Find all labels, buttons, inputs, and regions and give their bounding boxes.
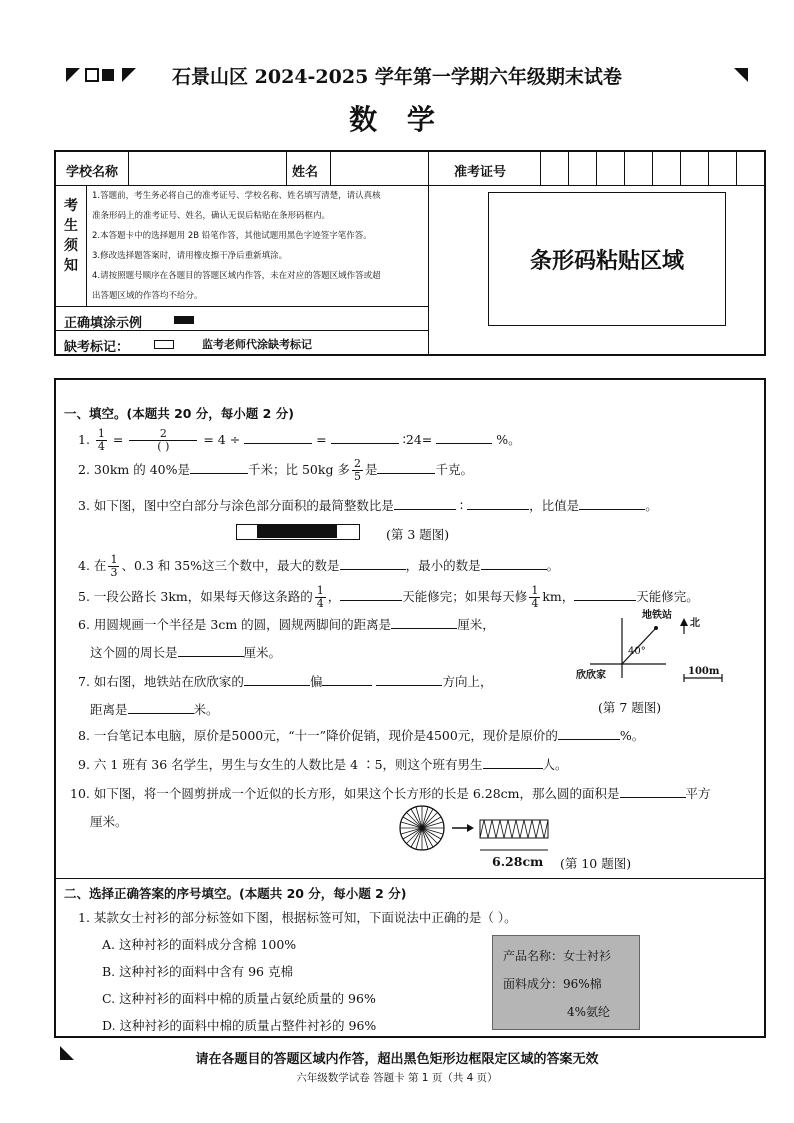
q7-blank-4[interactable]: [128, 701, 194, 714]
correct-fill-label: 正确填涂示例: [64, 316, 143, 331]
question-9: 9. 六 1 班有 36 名学生，男生与女生的人数比是 4 ∶5，则这个班有男生 人。: [78, 757, 568, 772]
notice-line: 4.请按照题号顺序在各题目的答题区域内作答，未在对应的答题区域作答或超: [92, 271, 381, 281]
notice-line: 出答题区域的作答均不给分。: [92, 291, 203, 301]
q10-length-label: 6.28cm: [492, 854, 544, 869]
choice-option-c[interactable]: C. 这种衬衫的面料中棉的质量占氨纶质量的 96%: [102, 991, 376, 1006]
q10-blank-1[interactable]: [620, 785, 686, 798]
notice-line: 3.修改选择题答案时，请用橡皮擦干净后重新填涂。: [92, 251, 288, 261]
q10-circle-rectangle-figure: [396, 800, 566, 860]
q7-blank-3[interactable]: [376, 673, 442, 686]
notice-line: 2.本答题卡中的选择题用 2B 铅笔作答，其他试题用黑色字迹签字笔作答。: [92, 231, 372, 241]
question-3: 3. 如下图，图中空白部分与涂色部分面积的最简整数比是 ∶ ，比值是 。: [78, 498, 658, 513]
exam-title: 石景山区 2024-2025 学年第一学期六年级期末试卷: [172, 66, 622, 88]
name-field[interactable]: [332, 154, 426, 183]
footer-warning: 请在各题目的答题区域内作答，超出黑色矩形边框限定区域的答案无效: [195, 1052, 599, 1067]
q5-blank-2[interactable]: [574, 588, 636, 601]
q7-home-label: 欣欣家: [576, 670, 606, 681]
question-1: 1. $\frac{1}{4}$ = $\frac{2}{( )}$ = 4 ÷ = ∶24= %。: [78, 427, 521, 453]
q3-blank-2[interactable]: [467, 497, 529, 510]
correct-fill-sample: [174, 316, 194, 324]
subject-title: 数 学: [349, 103, 445, 136]
q4-blank-2[interactable]: [481, 557, 547, 570]
q9-blank-1[interactable]: [483, 756, 543, 769]
q7-blank-2[interactable]: [322, 673, 372, 686]
q7-scale-label: 100m: [688, 666, 720, 677]
q7-station-label: 地铁站: [642, 610, 672, 621]
question-10-line-2: 厘米。: [90, 814, 128, 829]
q7-north-label: 北: [690, 618, 700, 629]
q7-caption: (第 7 题图): [598, 700, 662, 715]
question-6-line-2: 这个圆的周长是 厘米。: [90, 645, 282, 660]
notice-label: 考生须知: [64, 198, 78, 274]
q4-blank-1[interactable]: [340, 557, 406, 570]
section-2-title: 二、选择正确答案的序号填空。(本题共 20 分，每小题 2 分): [64, 886, 407, 901]
exam-number-label: 准考证号: [454, 165, 507, 180]
school-name-label: 学校名称: [66, 165, 119, 180]
barcode-area: 条形码粘贴区域: [488, 192, 726, 326]
shirt-label-image: [492, 935, 640, 1030]
question-6: 6. 用圆规画一个半径是 3cm 的圆，圆规两脚间的距离是 厘米，: [78, 617, 495, 632]
section-1-title: 一、填空。(本题共 20 分，每小题 2 分): [64, 406, 294, 421]
answer-area: [54, 378, 766, 1038]
question-2: 2. 30km 的 40%是 千米；比 50kg 多 $\frac{2}{5}$ 是 千克。: [78, 457, 473, 483]
q10-caption: (第 10 题图): [560, 856, 632, 871]
q3-blank-3[interactable]: [579, 497, 645, 510]
label-spandex: 4%氨纶: [567, 1005, 611, 1019]
notice-line: 1.答题前，考生务必将自己的准考证号、学校名称、姓名填写清楚，请认真核: [92, 191, 381, 201]
q7-angle-label: 40°: [628, 646, 646, 657]
q5-blank-1[interactable]: [340, 588, 402, 601]
question-8: 8. 一台笔记本电脑，原价是5000元，“十一”降价促销，现价是4500元，现价是原价的 %。: [78, 728, 645, 743]
q6-blank-1[interactable]: [391, 616, 457, 629]
q2-blank-1[interactable]: [190, 461, 248, 474]
question-5: 5. 一段公路长 3km，如果每天修这条路的 $\frac{1}{4}$ ， 天能修完；如果每天修 $\frac{1}{4}$ km， 天能修完。: [78, 584, 699, 610]
question-10: 10. 如下图，将一个圆剪拼成一个近似的长方形，如果这个长方形的长是 6.28cm，那么圆的面积是 平方: [70, 786, 711, 801]
choice-question-1: 1. 某款女士衬衫的部分标签如下图，根据标签可知，下面说法中正确的是（ ）。: [78, 910, 517, 925]
absent-mark-box[interactable]: [154, 340, 174, 349]
choice-option-d[interactable]: D. 这种衬衫的面料中棉的质量占整件衬衫的 96%: [102, 1018, 377, 1033]
q7-blank-1[interactable]: [244, 673, 310, 686]
q2-blank-2[interactable]: [377, 461, 435, 474]
notice-line: 准条形码上的准考证号、姓名，确认无误后粘贴在条形码框内。: [92, 211, 331, 221]
q6-blank-2[interactable]: [178, 644, 244, 657]
choice-option-a[interactable]: A. 这种衬衫的面料成分含棉 100%: [102, 937, 297, 952]
school-name-field[interactable]: [130, 154, 284, 183]
question-4: 4. 在 $\frac{1}{3}$ 、0.3 和 35%这三个数中，最大的数是 ，最小的数是 。: [78, 553, 560, 579]
info-box: [54, 150, 766, 356]
q1-blank-3[interactable]: [436, 431, 492, 444]
footer-page-info: 六年级数学试卷 答题卡 第 1 页（共 4 页）: [296, 1072, 498, 1084]
label-fabric: 面料成分：96%棉: [503, 977, 602, 991]
label-product-name: 产品名称：女士衬衫: [503, 949, 612, 963]
q3-caption: (第 3 题图): [386, 527, 450, 542]
q8-blank-1[interactable]: [558, 727, 620, 740]
name-label: 姓名: [292, 165, 319, 180]
q1-blank-2[interactable]: [331, 431, 399, 444]
absent-mark-label: 缺考标记：: [64, 340, 130, 355]
question-7-line-2: 距离是 米。: [90, 702, 219, 717]
q1-blank-1[interactable]: [244, 431, 312, 444]
q3-figure: [236, 524, 360, 540]
q3-blank-1[interactable]: [394, 497, 456, 510]
absent-mark-note: 监考老师代涂缺考标记: [202, 338, 312, 351]
question-7: 7. 如右图，地铁站在欣欣家的 偏 方向上，: [78, 674, 493, 689]
choice-option-b[interactable]: B. 这种衬衫的面料中含有 96 克棉: [102, 964, 293, 979]
